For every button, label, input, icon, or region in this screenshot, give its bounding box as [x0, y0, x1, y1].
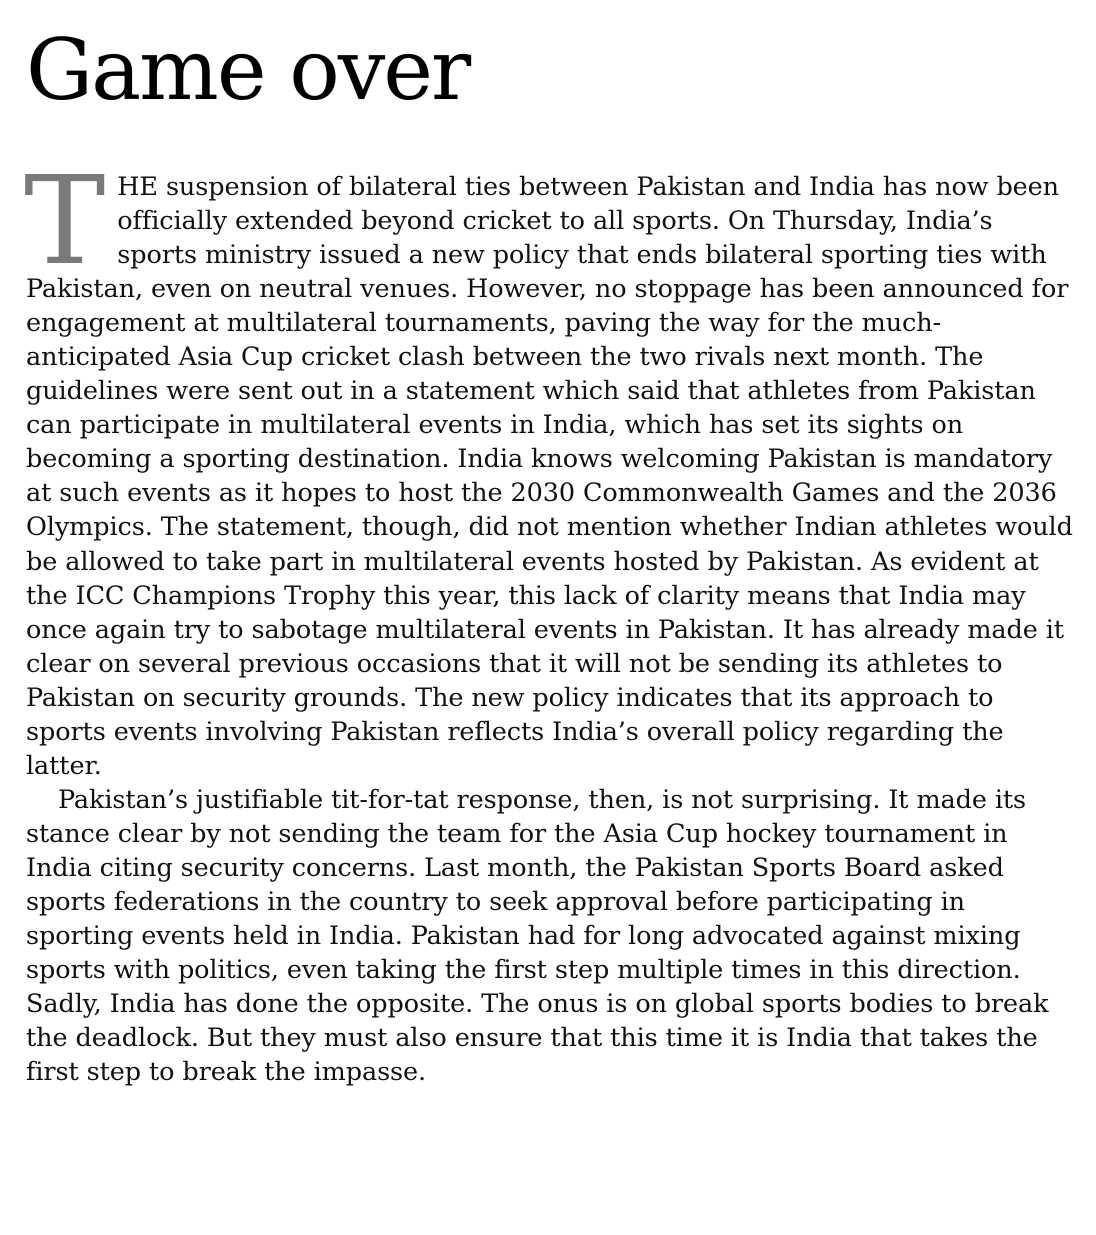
- paragraph-1: [24, 150, 1074, 783]
- article: [26, 20, 1074, 1089]
- paragraph-1-text: HE suspension of bilateral ties between Pakistan and India has now been officially extended beyond cricket to all sports. On Thursday, India’s sports ministry issued a new policy that ends bilateral sporting ties with Pakistan, even on neutral venues. However, no stoppage has been announced for engagement at multilateral tournaments, paving the way for the much-anticipated Asia Cup cricket clash between the two rivals next month. The guidelines were sent out in a statement which said that athletes from Pakistan can participate in multilateral events in India, which has set its sights on becoming a sporting destination. India knows welcoming Pakistan is mandatory at such events as it hopes to host the 2030 Commonwealth Games and the 2036 Olympics. The statement, though, did not mention whether Indian athletes would be allowed to take part in multilateral events hosted by Pakistan. As evident at the ICC Champions Trophy this year, this lack of clarity means that India may once again try to sabotage multilateral events in Pakistan. It has already made it clear on several previous occasions that it will not be sending its athletes to Pakistan on security grounds. The new policy indicates that its approach to sports events involving Pakistan reflects India’s overall policy regarding the latter.: [26, 172, 1073, 781]
- article-body: [24, 150, 1074, 1089]
- headline: Game over: [26, 21, 470, 119]
- drop-cap: T: [24, 150, 106, 292]
- paragraph-2: Pakistan’s justifiable tit-for-tat response, then, is not surprising. It made its stance clear by not sending the team for the Asia Cup hockey tournament in India citing security concerns. Last month, the Pakistan Sports Board asked sports federations in the country to seek approval before participating in sporting events held in India. Pakistan had for long advocated against mixing sports with politics, even taking the first step multiple times in this direction. Sadly, India has done the opposite. The onus is on global sports bodies to break the deadlock. But they must also ensure that this time it is India that takes the first step to break the impasse.: [26, 784, 1049, 1088]
